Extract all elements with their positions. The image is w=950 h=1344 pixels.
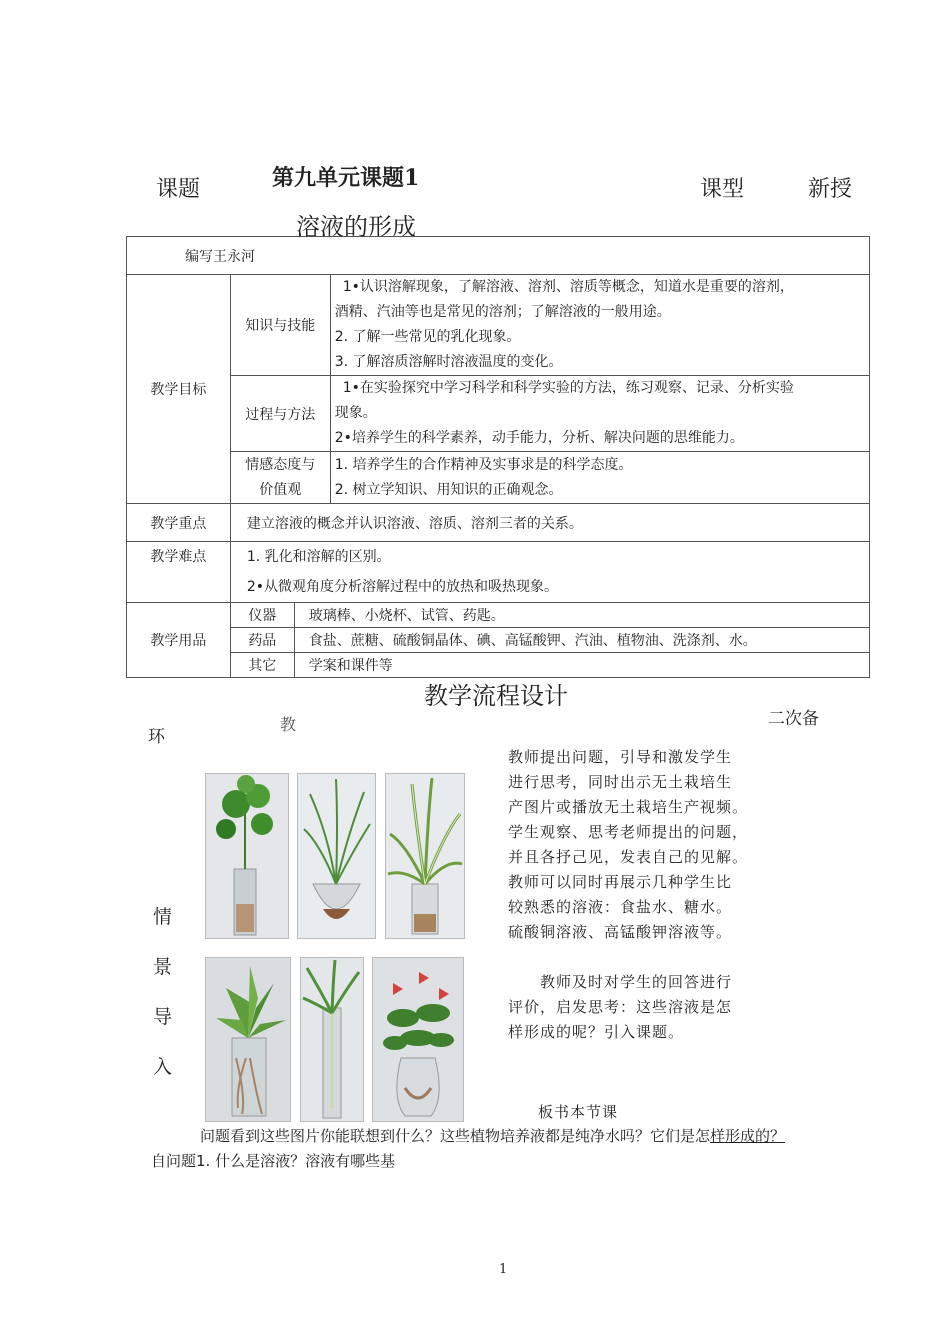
emotion-label-line1: 情感态度与	[245, 456, 316, 473]
type-label: 课型	[700, 177, 745, 202]
side-char: 入	[153, 1056, 173, 1078]
question-text: 问题看到这些图片你能联想到什么？这些植物培养液都是纯净水吗？它们是怎	[200, 1127, 711, 1145]
cut-text: 板书本节课	[538, 1103, 619, 1121]
materials-value: 食盐、蔗糖、硫酸铜晶体、碘、高锰酸钾、汽油、植物油、洗涤剂、水。	[294, 628, 869, 653]
paragraph-line: 评价，启发思考：这些溶液是怎	[508, 998, 733, 1016]
process-line: 1•在实验探究中学习科学和科学实验的方法，练习观察、记录、分析实验	[342, 380, 794, 396]
paragraph-line: 样形成的呢？引入课题。	[508, 1023, 685, 1041]
topic-label: 课题	[156, 177, 201, 202]
paragraph-line: 教师可以同时再展示几种学生比	[508, 873, 733, 891]
paragraph-line: 进行思考，同时出示无土栽培生	[508, 773, 733, 791]
materials-key: 其它	[230, 653, 294, 678]
fragment-mid: 教	[280, 715, 297, 734]
process-line: 现象。	[334, 405, 377, 421]
side-char: 导	[153, 1006, 173, 1028]
paragraph-line: 产图片或播放无土栽培生产视频。	[508, 798, 749, 816]
author: 编写王永河	[127, 237, 870, 275]
plant-photo-2	[297, 773, 376, 939]
key-points-text: 建立溶液的概念并认识溶液、溶质、溶剂三者的关系。	[230, 504, 869, 542]
emotion-content	[330, 452, 869, 504]
knowledge-line: 2. 了解一些常见的乳化现象。	[334, 329, 521, 345]
paragraph-2	[508, 970, 733, 1041]
objectives-label: 教学目标	[127, 275, 231, 504]
plant-photo-5	[300, 957, 364, 1122]
flow-title: 教学流程设计	[424, 682, 568, 710]
question-line-1	[200, 1125, 785, 1146]
type-value: 新授	[808, 177, 853, 202]
paragraph-line: 教师及时对学生的回答进行	[540, 973, 733, 991]
fragment-right: 二次备	[768, 709, 819, 729]
page-number: 1	[499, 1262, 508, 1277]
materials-value: 学案和课件等	[294, 653, 869, 678]
materials-key: 药品	[230, 628, 294, 653]
question-line-2: 自问题1. 什么是溶液？溶液有哪些基	[151, 1152, 396, 1170]
paragraph-line: 硫酸铜溶液、高锰酸钾溶液等。	[508, 923, 733, 941]
plant-photo-4	[205, 957, 291, 1122]
topic-line1: 第九单元课题1	[272, 165, 420, 191]
emotion-line: 2. 树立学知识、用知识的正确观念。	[334, 481, 563, 498]
plant-photo-3	[385, 773, 465, 939]
difficulty-line: 2•从微观角度分析溶解过程中的放热和吸热现象。	[246, 579, 559, 595]
knowledge-line: 1•认识溶解现象，了解溶液、溶剂、溶质等概念，知道水是重要的溶剂，	[342, 279, 794, 295]
topic-line2: 溶液的形成	[296, 213, 416, 241]
plant-photo-6	[372, 957, 464, 1122]
emotion-label	[230, 452, 330, 504]
paragraph-line: 学生观察、思考老师提出的问题，	[508, 823, 749, 841]
fragment-left: 环	[148, 727, 165, 747]
emotion-line: 1. 培养学生的合作精神及实事求是的科学态度。	[334, 456, 633, 473]
paragraph-line: 教师提出问题，引导和激发学生	[508, 748, 733, 766]
side-char: 情	[153, 906, 173, 928]
emotion-label-line2: 价值观	[259, 481, 302, 498]
materials-label: 教学用品	[127, 603, 231, 678]
knowledge-line: 3. 了解溶质溶解时溶液温度的变化。	[334, 354, 563, 370]
materials-key: 仪器	[230, 603, 294, 628]
difficulty-line: 1. 乳化和溶解的区别。	[246, 549, 391, 565]
question-text-underlined: 样形成的？	[710, 1127, 786, 1145]
difficulties-content	[230, 542, 869, 603]
process-line: 2•培养学生的科学素养，动手能力，分析、解决问题的思维能力。	[334, 430, 744, 446]
knowledge-label: 知识与技能	[230, 275, 330, 376]
key-points-label: 教学重点	[127, 504, 231, 542]
process-content	[330, 376, 869, 452]
paragraph-line: 较熟悉的溶液：食盐水、糖水。	[508, 898, 733, 916]
side-char: 景	[153, 956, 173, 978]
process-label: 过程与方法	[230, 376, 330, 452]
paragraph-line: 并且各抒己见，发表自己的见解。	[508, 848, 749, 866]
knowledge-content	[330, 275, 869, 376]
materials-value: 玻璃棒、小烧杯、试管、药匙。	[294, 603, 869, 628]
paragraph-1	[508, 745, 749, 941]
difficulties-label: 教学难点	[127, 542, 231, 603]
plant-photo-1	[205, 773, 289, 939]
lesson-plan-table	[126, 236, 870, 678]
knowledge-line: 酒精、汽油等也是常见的溶剂；了解溶液的一般用途。	[334, 304, 671, 320]
